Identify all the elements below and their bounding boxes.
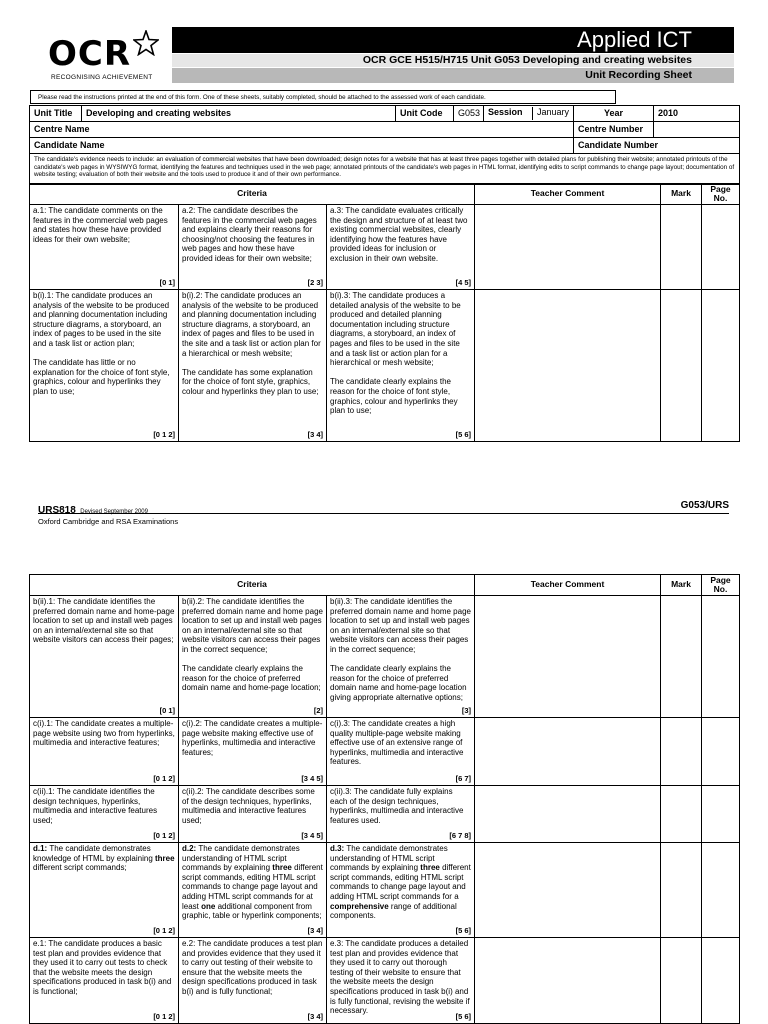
criteria-table-page2 (29, 574, 740, 1024)
mark-range: [0 1 2] (153, 430, 175, 440)
mark-range: [0 1] (159, 278, 175, 288)
candidate-name-field[interactable] (30, 138, 574, 154)
criterion-bii3: b(ii).3: The candidate identifies the preferred domain name and home page location to set up and install web pages on an internal/external site so that website visitors can access their pages in the correct sequence; The candidate clearly explains the reason for the choice of preferred domain name and home-page location giving appropriate alternative options; [3] (327, 596, 475, 718)
logo-tagline: RECOGNISING ACHIEVEMENT (51, 74, 153, 81)
mark-cell[interactable] (661, 718, 702, 786)
candidate-number-label: Candidate Number (574, 138, 740, 154)
page-no-cell[interactable] (702, 843, 740, 938)
form-code: URS818 (38, 505, 76, 516)
mark-cell[interactable] (661, 843, 702, 938)
criterion-bi1: b(i).1: The candidate produces an analysis of the website to be produced and planning documentation including structure diagrams, a storyboard, an index of pages to be used in the site and a task list or action plan; The candidate has little or no explanation for the choice of font style, graphics, colour and hyperlinks they plan to use; [0 1 2] (30, 290, 179, 442)
teacher-comment-header: Teacher Comment (475, 184, 661, 205)
mark-cell[interactable] (661, 786, 702, 843)
centre-name-label: Centre Name (34, 123, 90, 134)
mark-range: [3 4 5] (301, 831, 323, 841)
table-row (30, 843, 740, 938)
teacher-comment-cell[interactable] (475, 843, 661, 938)
criterion-cii1: c(ii).1: The candidate identifies the design techniques, hyperlinks, multimedia and interactive features used; [0 1 2] (30, 786, 179, 843)
page-no-cell[interactable] (702, 786, 740, 843)
star-icon (133, 30, 159, 56)
criterion-d2: d.2: The candidate demonstrates understanding of HTML script commands by explaining three different script commands, editing HTML script commands to change page layout and adding HTML script commands for at least one additional component from graphic, table or hyperlink components; [3 4] (179, 843, 327, 938)
criteria-header: Criteria (30, 575, 475, 596)
mark-range: [5 6] (455, 926, 472, 936)
teacher-comment-cell[interactable] (475, 205, 661, 290)
page-no-cell[interactable] (702, 290, 740, 442)
mark-header: Mark (661, 575, 702, 596)
criterion-d3: d.3: The candidate demonstrates understanding of HTML script commands by explaining three different script commands, editing HTML script commands to change page layout and adding HTML script commands for a comprehensive range of additional components. [5 6] (327, 843, 475, 938)
year-label: Year (574, 106, 654, 122)
criterion-bi2: b(i).2: The candidate produces an analysis of the website to be produced and planning documentation including structure diagrams, a storyboard, an index of pages and files to be used in the site and a task list or action plan for a hierarchical or mesh website; The candidate has some explanation for the choice of font style, graphics, colour and hyperlinks they plan to use; [3 4] (179, 290, 327, 442)
teacher-comment-cell[interactable] (475, 786, 661, 843)
mark-range: [0 1 2] (153, 831, 175, 841)
mark-cell[interactable] (661, 938, 702, 1024)
teacher-comment-header: Teacher Comment (475, 575, 661, 596)
mark-range: [5 6] (455, 1012, 472, 1022)
page-footer (38, 500, 729, 528)
session-label: Session (488, 107, 523, 117)
form-name: Unit Recording Sheet (172, 68, 734, 83)
mark-cell[interactable] (661, 290, 702, 442)
mark-cell[interactable] (661, 596, 702, 718)
revision-note: Devised September 2009 (80, 509, 148, 515)
criterion-e3: e.3: The candidate produces a detailed test plan and provides evidence that they used it to carry out thorough testing of their website to ensure that the website meets the design specifications produced in task b(i) and is fully functional, revising the website if necessary. [5 6] (327, 938, 475, 1024)
centre-name-field[interactable] (30, 122, 574, 138)
year-value[interactable]: 2010 (654, 106, 740, 122)
candidate-info-table (29, 105, 740, 185)
criterion-ci3: c(i).3: The candidate creates a high quality multiple-page website making effective use of an extensive range of hyperlinks, multimedia and interactive features. [6 7] (327, 718, 475, 786)
unit-code-label: Unit Code (396, 106, 454, 122)
mark-range: [3 4] (307, 430, 323, 440)
table-row (30, 290, 740, 442)
teacher-comment-cell[interactable] (475, 596, 661, 718)
table-row (30, 938, 740, 1024)
ocr-logo (48, 28, 168, 84)
mark-cell[interactable] (661, 205, 702, 290)
teacher-comment-cell[interactable] (475, 718, 661, 786)
criterion-e2: e.2: The candidate produces a test plan and provides evidence that they used it to carry out testing of their website to ensure that the website meets the design specifications produced in task b(i) and is fully functional; [3 4] (179, 938, 327, 1024)
candidate-name-label: Candidate Name (34, 139, 105, 150)
criterion-a2: a.2: The candidate describes the features in the commercial web pages and explains clearly their reasons for choosing/not choosing the features in web pages and how these have provided ideas for their own website; [2 3] (179, 205, 327, 290)
mark-range: [0 1 2] (153, 774, 175, 784)
mark-range: [4 5] (455, 278, 472, 288)
criterion-ci2: c(i).2: The candidate creates a multiple-page website making effective use of hyperlinks, multimedia and interactive features; [3 4 5] (179, 718, 327, 786)
criterion-e1: e.1: The candidate produces a basic test plan and provides evidence that they used it to carry out tests to check that the website meets the design specifications produced in task b(i) and is functional; [0 1 2] (30, 938, 179, 1024)
footer-rule (38, 513, 729, 514)
table-row (30, 718, 740, 786)
mark-range: [2] (313, 706, 323, 716)
mark-range: [3] (461, 706, 472, 716)
form-ref: G053/URS (680, 500, 729, 511)
unit-subtitle: OCR GCE H515/H715 Unit G053 Developing and creating websites (172, 54, 734, 67)
evidence-note: The candidate's evidence needs to include: an evaluation of commercial websites that have been downloaded; design notes for a website that has at least three pages together with detailed plans for publishing their website; annotated printouts of the candidate's web pages in WYSIWYG format, identifying the features and techniques used in the web page; annotated printouts of the candidate's web pages in HTML format, identifying edits to script commands to change page layout; documentation of website testing; evaluation of both their website and the tools used to produce it and of their own performance. (30, 154, 740, 185)
organisation-name: Oxford Cambridge and RSA Examinations (38, 517, 179, 526)
page-no-cell[interactable] (702, 718, 740, 786)
unit-code-value: G053 (454, 106, 484, 122)
criterion-cii3: c(ii).3: The candidate fully explains each of the design techniques, hyperlinks, multimedia and interactive features used. [6 7 8] (327, 786, 475, 843)
page-no-header: Page No. (702, 184, 740, 205)
criteria-header: Criteria (30, 184, 475, 205)
mark-range: [0 1 2] (153, 1012, 175, 1022)
unit-title-label: Unit Title (30, 106, 82, 122)
page-no-cell[interactable] (702, 938, 740, 1024)
page-title: Applied ICT (172, 27, 734, 53)
criterion-d1: d.1: The candidate demonstrates knowledge of HTML by explaining three different script commands; [0 1 2] (30, 843, 179, 938)
mark-range: [6 7] (455, 774, 472, 784)
criteria-table-page1 (29, 183, 740, 442)
criterion-a3: a.3: The candidate evaluates critically the design and structure of at least two existing commercial websites, clearly identifying how the features have provided ideas for inclusion or exclusion in their own website. [4 5] (327, 205, 475, 290)
criterion-cii2: c(ii).2: The candidate describes some of the design techniques, hyperlinks, multimedia and interactive features used; [3 4 5] (179, 786, 327, 843)
centre-number-value[interactable] (654, 122, 740, 138)
logo-wordmark: OCR (48, 34, 132, 74)
mark-range: [3 4] (307, 926, 323, 936)
mark-range: [3 4 5] (301, 774, 323, 784)
table-row (30, 596, 740, 718)
mark-range: [2 3] (307, 278, 323, 288)
table-row (30, 205, 740, 290)
unit-title-value: Developing and creating websites (82, 106, 396, 122)
table-row (30, 786, 740, 843)
mark-header: Mark (661, 184, 702, 205)
page-no-cell[interactable] (702, 205, 740, 290)
session-field (484, 106, 574, 122)
criterion-bii1: b(ii).1: The candidate identifies the preferred domain name and home-page location to set up and install web pages on an internal/external site so that website visitors can access their pages; [0 1] (30, 596, 179, 718)
centre-number-label: Centre Number (574, 122, 654, 138)
mark-range: [6 7 8] (449, 831, 472, 841)
criterion-ci1: c(i).1: The candidate creates a multiple-page website using two from hyperlinks, multimedia and interactive features; [0 1 2] (30, 718, 179, 786)
page-no-cell[interactable] (702, 596, 740, 718)
criterion-bii2: b(ii).2: The candidate identifies the preferred domain name and home page location to set up and install web pages on an internal/external site so that website visitors can access their pages in the correct sequence; The candidate clearly explains the reason for the choice of preferred domain name and home-page location; [2] (179, 596, 327, 718)
mark-range: [0 1 2] (153, 926, 175, 936)
instructions: Please read the instructions printed at the end of this form. One of these sheets, suitably completed, should be attached to the assessed work of each candidate. (30, 90, 616, 104)
session-value[interactable]: January (532, 107, 573, 120)
teacher-comment-cell[interactable] (475, 290, 661, 442)
criterion-bi3: b(i).3: The candidate produces a detailed analysis of the website to be produced and detailed planning documentation including structure diagrams, a storyboard, an index of pages and files to be used in the site and a task list or action plan for a hierarchical or mesh website; The candidate clearly explains the reason for the choice of font style, graphics, colour and hyperlinks they plan to use; [5 6] (327, 290, 475, 442)
criterion-a1: a.1: The candidate comments on the features in the commercial web pages and states how these have provided ideas for their own website; [0 1] (30, 205, 179, 290)
teacher-comment-cell[interactable] (475, 938, 661, 1024)
page-no-header: Page No. (702, 575, 740, 596)
mark-range: [5 6] (455, 430, 472, 440)
mark-range: [0 1] (159, 706, 175, 716)
mark-range: [3 4] (307, 1012, 323, 1022)
